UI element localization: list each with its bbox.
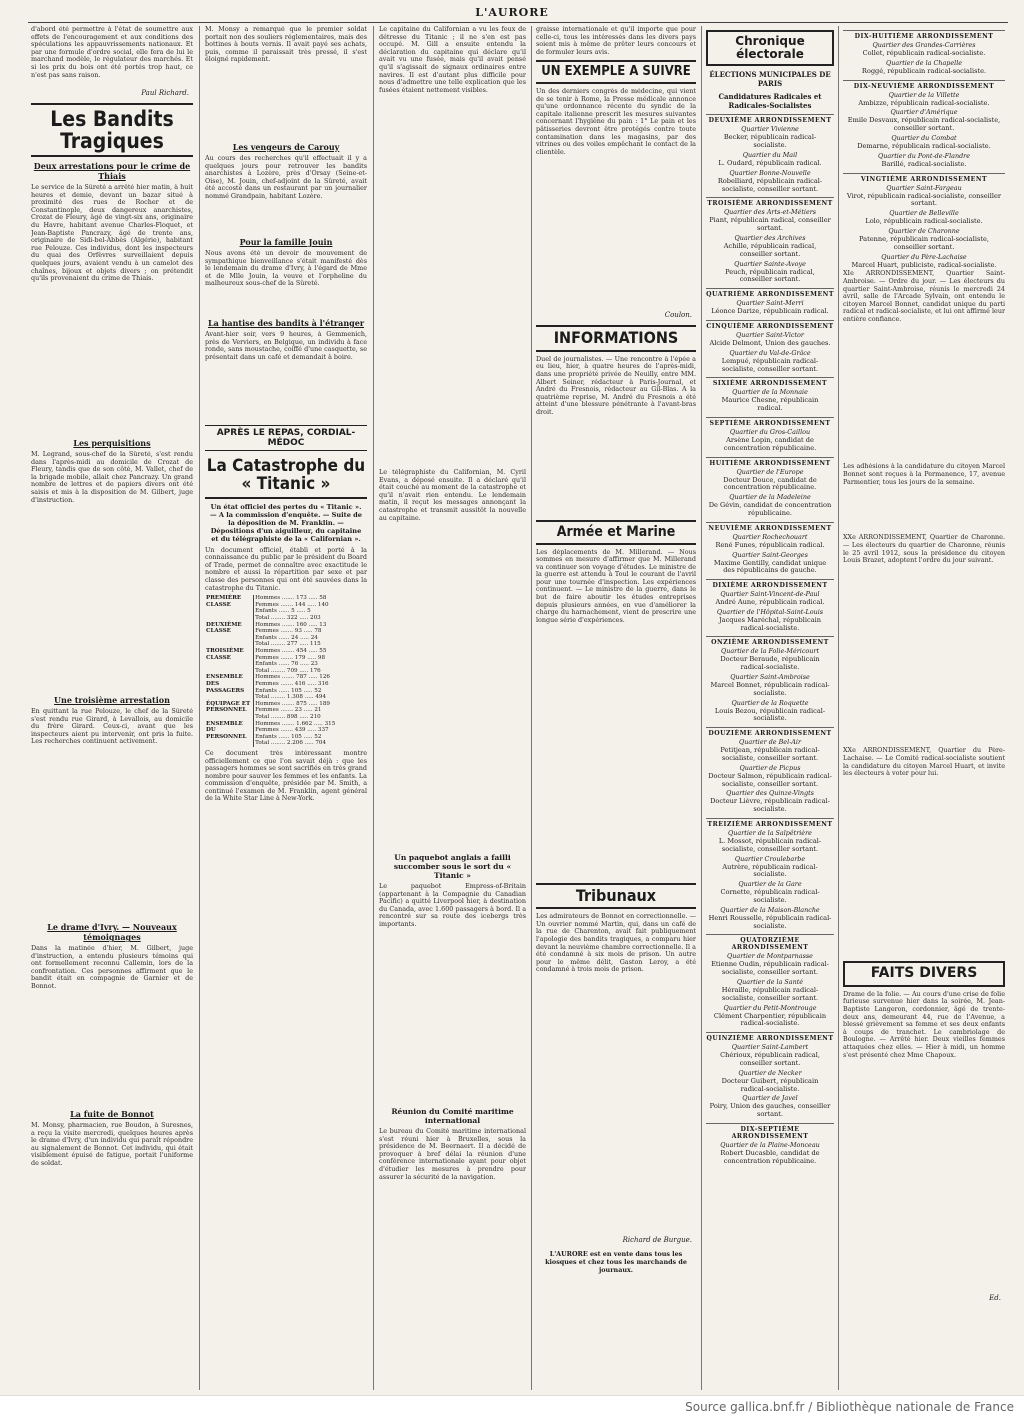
- table-cell: Hommes ....... 787 ..... 126: [255, 674, 330, 681]
- candidate-entry: Docteur Salmon, républicain radical-socialiste, conseiller sortant.: [708, 771, 832, 788]
- table-cell: Total ........ 322 ..... 203: [255, 615, 321, 622]
- table-cell: Hommes ....... 1.662 ..... 315: [255, 720, 336, 727]
- subheadline: Réunion du Comité maritime international: [391, 1107, 514, 1125]
- article-text: Le télégraphiste du Californian, M. Cyril Evans, a déposé ensuite. Il a déclaré qu'il était couché au moment de la catastrophe et qu'il n'avait rien entendu. Le lendemain matin, il reçut les messages annonçant la catastrophe et transmit aussitôt la nouvelle au capitaine.: [379, 469, 526, 522]
- column-3: [376, 26, 529, 1390]
- candidate-entry: Etienne Oudin, républicain radical-socialiste, conseiller sortant.: [711, 960, 829, 977]
- article-text: Un des derniers congrès de médecine, qui vient de se tenir à Rome, la Presse médicale annonce qu'une ordonnance récente du syndic de la capitale italienne prescrit les mesures suivantes concernant l'hygiène du pain : 1° Le pain et les pâtisseries devront être protégés contre toute contamination dans les magasins, par des vitrines ou des voiles empêchant le contact de la clientèle.: [536, 88, 696, 156]
- candidate-entry: Poiry, Union des gauches, conseiller sortant.: [709, 1102, 831, 1119]
- table-cell: Enfants ...... 24 ..... 24: [255, 634, 318, 641]
- quartier-label: Quartier Saint-Ambroise: [730, 673, 810, 682]
- subheadline: Une troisième arrestation: [54, 695, 170, 706]
- headline-titanic: La Catastrophe du « Titanic »: [205, 455, 367, 499]
- column-rule: [701, 26, 702, 1390]
- quartier-label: Quartier Croulebarbe: [734, 854, 806, 863]
- article-text: d'abord été permettre à l'état de soumettre aux effets de l'encouragement et aux conditions des spéculations les appauvrissements nationaux. Et par une formule d'ordre social, elle fera de lui le marchand modèle, le régulateur des marchés. Et si les prix du bois ont été portés trop haut, ce n'est pas sans raison.: [31, 26, 193, 79]
- arrondissement-heading: TROISIÈME ARRONDISSEMENT: [706, 197, 834, 207]
- quartier-label: Quartier des Grandes-Carrières: [872, 41, 976, 49]
- table-cell: Femmes ....... 416 ..... 316: [255, 680, 329, 687]
- quartier-label: Quartier Vivienne: [741, 125, 799, 134]
- subheadline: La fuite de Bonnot: [70, 1109, 154, 1120]
- quartier-label: Quartier Saint-Lambert: [731, 1043, 809, 1052]
- candidate-entry: Barillé, radical-socialiste.: [881, 159, 967, 168]
- candidate-entry: Piant, républicain radical, conseiller sortant.: [709, 216, 831, 233]
- candidate-entry: Cornette, républicain radical-socialiste.: [720, 888, 820, 905]
- article-text: XIe ARRONDISSEMENT, Quartier Saint-Ambroise. — Ordre du jour. — Les électeurs du quartier Saint-Ambroise, réunis le mercredi 24 avril, salle de l'Arcade Sylvain, ont entendu le citoyen Marcel Bonnet, candidat unique du parti radical et radical-socialiste, et lui ont affirmé leur entière confiance.: [843, 270, 1005, 323]
- article-text: XXe ARRONDISSEMENT, Quartier de Charonne. — Les électeurs du quartier de Charonne, réunis le 25 avril 1912, sous la présidence du citoyen Louis Brazet, adoptent l'ordre du jour suivant.: [843, 534, 1005, 565]
- subheadline: Les vengeurs de Carouy: [232, 142, 340, 152]
- arrondissement-heading: DIXIÈME ARRONDISSEMENT: [706, 579, 834, 589]
- arrondissement-heading: CINQUIÈME ARRONDISSEMENT: [706, 320, 834, 330]
- quartier-label: Quartier de la Chapelle: [885, 58, 963, 67]
- class-label: DEUXIÈME CLASSE: [205, 622, 254, 648]
- arrondissement-heading: DEUXIÈME ARRONDISSEMENT: [706, 114, 834, 124]
- table-cell: Total ........ 2.206 ..... 704: [255, 740, 327, 747]
- arrondissement-heading: DOUZIÈME ARRONDISSEMENT: [706, 727, 834, 737]
- class-label: ENSEMBLE DES PASSAGERS: [205, 674, 254, 700]
- candidate-entry: Louis Bezou, républicain radical-socialiste.: [714, 706, 826, 723]
- quartier-label: Quartier de la Maison-Blanche: [720, 905, 820, 914]
- column-1: [28, 26, 196, 1390]
- arrondissement-heading: QUATRIÈME ARRONDISSEMENT: [706, 288, 834, 298]
- subheadline: Le drame d'Ivry. — Nouveaux témoignages: [47, 922, 177, 943]
- candidate-entry: Docteur Douce, candidat de concentration républicaine.: [723, 475, 817, 492]
- article-text: Le capitaine du Californian a vu les feux de détresse du Titanic ; il ne s'en est pas occupé. M. Gill a ensuite entendu la déclaration du capitaine qui déclare qu'il avait vu une fusée, mais qu'il avait pensé qu'il s'agissait de signaux ordinaires entre navires. Il est d'autant plus difficile pour nous d'admettre une telle explication que les fusées étaient nettement visibles.: [379, 26, 526, 94]
- subheadline: ÉLECTIONS MUNICIPALES DE PARIS: [709, 70, 831, 89]
- subheadline: Les perquisitions: [73, 438, 151, 449]
- quartier-label: Quartier de l'Hôpital-Saint-Louis: [716, 607, 824, 616]
- masthead: L'AURORE: [475, 6, 549, 19]
- candidate-entry: Marcel Huart, publiciste, radical-socialiste.: [851, 260, 997, 269]
- column-rule: [373, 26, 374, 1390]
- sales-notice: L'AURORE est en vente dans tous les kiosques et chez tous les marchands de journaux.: [545, 1250, 687, 1275]
- column-6: [840, 26, 1008, 1390]
- table-cell: Femmes ....... 93 ..... 78: [255, 628, 322, 635]
- article-text: Au cours des recherches qu'il effectuait il y a quelques jours pour retrouver les bandits anarchistes à Lozère, près d'Orsay (Seine-et-Oise), M. Jouin, chef-adjoint de la Sûreté, avait été accosté dans un restaurant par un journalier nommé Grandpain, habitant Lozère.: [205, 155, 367, 200]
- candidate-entry: Robelliard, républicain radical-socialiste, conseiller sortant.: [717, 176, 823, 193]
- table-cell: Hommes ....... 173 ..... 58: [255, 595, 327, 602]
- quartier-label: Quartier du Pont-de-Flandre: [877, 151, 971, 160]
- table-cell: Enfants ...... 5 ..... 5: [255, 608, 311, 615]
- quartier-label: Quartier d'Amérique: [890, 108, 958, 117]
- footer-bar: [0, 1395, 1024, 1419]
- quartier-label: Quartier de la Plaine-Monceau: [720, 1140, 820, 1149]
- arrondissement-heading: TREIZIÈME ARRONDISSEMENT: [706, 818, 834, 828]
- quartier-label: Quartier de Belleville: [889, 209, 959, 218]
- column-rule: [531, 26, 532, 1390]
- table-row: [205, 595, 367, 602]
- candidate-entry: Héraille, républicain radical-socialiste, conseiller sortant.: [721, 986, 819, 1002]
- candidate-entry: Alcide Delmont, Union des gauches.: [709, 338, 831, 347]
- byline: Richard de Burgue.: [622, 1236, 692, 1245]
- table-cell: Total ........ 709 ..... 176: [255, 667, 321, 674]
- subheadline: Un paquebot anglais a failli succomber sous le sort du « Titanic »: [393, 853, 512, 880]
- candidate-entry: L. Oudard, républicain radical.: [718, 158, 822, 167]
- candidate-entry: Autrère, républicain radical-socialiste.: [722, 862, 818, 879]
- column-2: [202, 26, 370, 1390]
- candidate-entry: Docteur Guibert, républicain radical-socialiste.: [721, 1076, 819, 1093]
- arrondissement-heading: ONZIÈME ARRONDISSEMENT: [706, 636, 834, 646]
- quartier-label: Quartier de la Salpêtrière: [728, 829, 812, 838]
- article-text: Duel de journalistes. — Une rencontre à l'épée a eu lieu, hier, à quatre heures de l'après-midi, dans une propriété privée de Neuilly, entre MM. Albert Seiner, rédacteur à Paris-Journal, et André du Fresnois, rédacteur au Gil-Blas. A la quatrième reprise, M. André du Fresnois a été atteint d'une blessure pénétrante à l'avant-bras droit.: [536, 355, 696, 416]
- article-text: Les déplacements de M. Millerand. — Nous sommes en mesure d'affirmer que M. Millerand va continuer son voyage d'études. Le ministre de la guerre est attendu à Toul le courant de l'avril pour une tournée d'inspection. Les expériences continuent. — Le ministre de la guerre, dans le but de faire aboutir les études entreprises depuis plusieurs années, en vue d'améliorer la charge du harnachement, vient de prescrire une longue série d'expériences.: [536, 548, 696, 624]
- table-row: [205, 622, 367, 629]
- quartier-label: Quartier de Montparnasse: [727, 952, 813, 961]
- arrondissement-heading: QUATORZIÈME ARRONDISSEMENT: [706, 934, 834, 951]
- quartier-label: Quartier de la Gare: [738, 880, 802, 889]
- end-mark: Ed.: [989, 1293, 1001, 1302]
- quartier-label: Quartier du Val-de-Grâce: [729, 348, 811, 357]
- candidate-entry: Becker, républicain radical-socialiste.: [723, 133, 817, 150]
- headline-exemple: UN EXEMPLE A SUIVRE: [536, 60, 696, 84]
- candidate-entry: Roggé, républicain radical-socialiste.: [861, 66, 987, 75]
- candidate-entry: Arsène Lopin, candidat de concentration républicaine.: [723, 435, 817, 452]
- candidate-entry: L. Mossot, républicain radical-socialiste, conseiller sortant.: [718, 837, 822, 853]
- arrondissement-heading: SIXIÈME ARRONDISSEMENT: [706, 377, 834, 387]
- candidate-entry: Maxime Gentilly, candidat unique des républicains de gauche.: [713, 558, 827, 575]
- subheadline: Deux arrestations pour le crime de Thiais: [33, 161, 191, 182]
- candidate-entry: Demarne, républicain radical-socialiste.: [857, 141, 991, 150]
- titanic-losses-table: [205, 595, 367, 747]
- table-row: [205, 648, 367, 655]
- arrondissement-heading: VINGTIÈME ARRONDISSEMENT: [843, 173, 1005, 183]
- subheadline: Pour la famille Jouin: [239, 237, 333, 247]
- arrondissement-heading: SEPTIÈME ARRONDISSEMENT: [706, 417, 834, 427]
- table-cell: Femmes ....... 23 ..... 21: [255, 707, 322, 714]
- table-cell: Total ........ 898 ..... 210: [255, 713, 321, 720]
- candidate-entry: André Aune, républicain radical.: [715, 598, 825, 607]
- quartier-label: Quartier des Archives: [734, 233, 806, 242]
- quartier-label: Quartier de Bel-Air: [739, 738, 801, 747]
- table-cell: Hommes ....... 454 ..... 55: [255, 648, 327, 654]
- table-row: [205, 701, 367, 708]
- quartier-label: Quartier de l'Europe: [736, 467, 804, 476]
- article-text: Le paquebot Empress-of-Britain (appartenant à la Compagnie du Canadian Pacific) a quitté Liverpool hier, à destination du Canada, avec 1.600 passagers à bord. Il a rencontré sur sa route des icebergs très importants.: [379, 883, 526, 928]
- column-rule: [838, 26, 839, 1390]
- source-credit: Source gallica.bnf.fr / Bibliothèque nationale de France: [685, 1400, 1014, 1414]
- arrondissement-heading: DIX-HUITIÈME ARRONDISSEMENT: [843, 30, 1005, 40]
- header-rule: [28, 22, 1008, 23]
- quartier-label: Quartier de la Santé: [736, 978, 804, 987]
- quartier-label: Quartier Bonne-Nouvelle: [729, 168, 811, 177]
- quartier-label: Quartier de Javel: [742, 1094, 798, 1103]
- candidate-entry: Virot, républicain radical-socialiste, conseiller sortant.: [846, 191, 1002, 208]
- article-text: M. Monsy a remarqué que le premier soldat portait non des souliers réglementaires, mais des bottines à bouts vernis. Il avait payé ses achats, puis, comme il paraissait très pressé, il s'est éloigné rapidement.: [205, 26, 367, 64]
- arrondissement-heading: DIX-NEUVIÈME ARRONDISSEMENT: [843, 80, 1005, 90]
- table-cell: Enfants ...... 105 ..... 52: [255, 733, 322, 740]
- table-cell: Enfants ...... 105 ..... 52: [255, 687, 322, 694]
- quartier-label: Quartier de Charonne: [888, 226, 960, 235]
- candidate-entry: Lolo, républicain radical-socialiste.: [865, 217, 983, 226]
- table-cell: Hommes ....... 160 ..... 13: [255, 621, 327, 628]
- article-text: Drame de la folie. — Au cours d'une crise de folie furieuse survenue hier dans la soirée, M. Jean-Baptiste Langeron, cordonnier, âgé de trente-deux ans, demeurant 44, rue de l'Avenue, a blessé grièvement sa femme et ses deux enfants à coups de tranchet. Le cambriolage de Boulogne. — Arrêté hier. Deux vieilles femmes attaquées chez elles. — Hier à midi, un homme s'est présenté chez Mme Chapoux.: [843, 990, 1005, 1059]
- quartier-label: Quartier Saint-Vincent-de-Paul: [720, 590, 820, 599]
- table-cell: Total ........ 277 ..... 115: [255, 641, 321, 648]
- table-cell: Femmes ....... 144 ..... 140: [255, 601, 329, 608]
- quartier-label: Quartier de la Roquette: [731, 698, 809, 707]
- article-text: Avant-hier soir, vers 9 heures, à Gemmenich, près de Verviers, en Belgique, un individu à face ronde, sans moustache, coiffé d'une casquette, se présentait dans un café et demandait à boire.: [205, 331, 367, 361]
- quartier-label: Quartier des Quinze-Vingts: [726, 789, 814, 798]
- column-5: [703, 26, 837, 1390]
- headline-tribunaux: Tribunaux: [536, 883, 696, 910]
- candidate-entry: Henri Rousselle, républicain radical-socialiste.: [708, 913, 832, 930]
- table-cell: Femmes ....... 439 ..... 337: [255, 727, 329, 734]
- headline-armee-marine: Armée et Marine: [536, 520, 696, 545]
- class-label: TROISIÈME CLASSE: [205, 648, 254, 674]
- article-text: Le bureau du Comité maritime international s'est réuni hier à Bruxelles, sous la présidence de M. Beernaert. Il a décidé de provoquer à bref délai la réunion d'une conférence internationale ayant pour objet d'étudier les mesures à prendre pour assurer la sécurité de la navigation.: [379, 1128, 526, 1181]
- candidate-entry: Robert Ducasble, candidat de concentration républicaine.: [720, 1148, 820, 1165]
- candidate-list: [843, 30, 1005, 269]
- article-text: XXe ARRONDISSEMENT, Quartier du Père-Lachaise. — Le Comité radical-socialiste soutient la candidature du citoyen Marcel Huart, et invite les électeurs à voter pour lui.: [843, 747, 1005, 778]
- candidate-entry: Achille, républicain radical, conseiller sortant.: [723, 241, 817, 258]
- candidate-entry: De Gévin, candidat de concentration républicaine.: [708, 501, 832, 517]
- quartier-label: Quartier de Picpus: [739, 763, 801, 772]
- table-cell: Enfants ...... 76 ..... 23: [255, 661, 318, 668]
- quartier-label: Quartier de Necker: [738, 1068, 802, 1077]
- candidate-entry: Docteur Lièvre, républicain radical-socialiste.: [710, 797, 830, 814]
- quartier-label: Quartier du Mail: [742, 150, 798, 159]
- candidate-entry: Ambizze, républicain radical-socialiste.: [858, 98, 990, 107]
- headline-faits-divers: FAITS DIVERS: [843, 961, 1005, 986]
- quartier-label: Quartier du Combat: [891, 133, 957, 142]
- subheadline: La hantise des bandits à l'étranger: [207, 318, 365, 328]
- candidate-entry: Chérioux, républicain radical, conseiller sortant.: [720, 1051, 820, 1067]
- table-row: [205, 674, 367, 681]
- table-cell: Total ........ 1.308 ..... 494: [255, 694, 327, 701]
- quartier-label: Quartier des Arts-et-Métiers: [723, 208, 817, 217]
- table-row: [205, 721, 367, 728]
- table-cell: Femmes ....... 179 ..... 98: [255, 654, 326, 661]
- candidate-entry: Collet, républicain radical-socialiste.: [862, 49, 986, 57]
- quartier-label: Quartier Sainte-Avoye: [734, 259, 806, 268]
- quartier-label: Quartier Saint-Fargeau: [886, 183, 962, 192]
- candidate-entry: Petitjean, républicain radical-socialiste, conseiller sortant.: [720, 746, 820, 763]
- quartier-label: Quartier du Petit-Montrouge: [723, 1003, 817, 1012]
- article-text: M. Monsy, pharmacien, rue Boudon, à Suresnes, a reçu la visite mercredi, quelques heures après le drame d'Ivry, d'un individu qui paraît répondre au signalement de Bonnot. Cet individu, qui était visiblement épuisé de fatigue, portait l'uniforme de soldat.: [31, 1122, 193, 1168]
- article-text: Les admirateurs de Bonnot en correctionnelle. — Un ouvrier nommé Martin, qui, dans un café de la rue de Charenton, avait fait publiquement l'apologie des bandits tragiques, a comparu hier devant la neuvième chambre correctionnelle. Il a été condamné à six mois de prison. Un autre pour le même délit, Gaston Leroy, a été condamné à trois mois de prison.: [536, 913, 696, 974]
- byline: Coulon.: [664, 311, 692, 320]
- candidate-list: [706, 114, 834, 1165]
- candidate-entry: Docteur Beraude, républicain radical-socialiste.: [720, 655, 820, 672]
- article-text: M. Legrand, sous-chef de la Sûreté, s'est rendu dans l'après-midi au domicile de Crozat de Fleury, tandis que de son côté, M. Vallet, chef de la brigade mobile, allait chez Pancrazy. Un grand nombre de lettres et de papiers divers ont été saisis et mis à la disposition de M. Gilbert, juge d'instruction.: [31, 451, 193, 504]
- article-text: Un document officiel, établi et porté à la connaissance du public par le président du Board of Trade, permet de connaître avec exactitude le nombre et aussi la répartition par sexe et par classe des personnes qui ont été sauvées dans la catastrophe du Titanic.: [205, 545, 367, 592]
- byline: Paul Richard.: [141, 89, 189, 97]
- headline-informations: INFORMATIONS: [536, 325, 696, 352]
- article-text: Le service de la Sûreté a arrêté hier matin, à huit heures et demie, devant un bazar situé à proximité des rues de Rocher et de Constantinople, deux dangereux anarchistes, Crozat de Fleury, âgé de vingt-six ans, originaire du Havre, habitant avenue Charles-Floquet, et Jean-Baptiste Pancrazy, âgé de trente ans, originaire de Sidi-bel-Abbès (Algérie), habitant rue Pelouze. Ces individus, dont les inspecteurs du quai des Orfèvres surveillaient depuis quelques jours, avaient vendu à un camelot des chaînes, bijoux et objets divers ; on prétendit qu'ils provenaient du crime de Thiais.: [31, 184, 193, 283]
- candidate-entry: Léonce Darize, républicain radical.: [711, 307, 829, 316]
- arrondissement-heading: DIX-SEPTIÈME ARRONDISSEMENT: [706, 1123, 834, 1140]
- class-label: ENSEMBLE DU PERSONNEL: [205, 721, 254, 747]
- quartier-label: Quartier du Père-Lachaise: [881, 252, 967, 261]
- class-label: PREMIÈRE CLASSE: [205, 595, 254, 621]
- column-4: [533, 26, 699, 1390]
- quartier-label: Quartier de la Madeleine: [729, 493, 811, 502]
- candidate-entry: Emile Desvaux, républicain radical-socialiste, conseiller sortant.: [847, 116, 1001, 133]
- candidate-entry: Jacques Maréchal, républicain radical-socialiste.: [719, 615, 821, 632]
- table-cell: Hommes ....... 875 ..... 189: [255, 700, 330, 707]
- article-text: graisse internationale et qu'il importe que pour celle-ci, tous les intéressés dans les divers pays soient mis à même de prêter leurs concours et de formuler leurs avis.: [536, 26, 696, 56]
- quartier-label: Quartier Saint-Georges: [732, 550, 808, 559]
- candidate-entry: Peuch, républicain radical, conseiller sortant.: [725, 267, 815, 284]
- subheadline: Candidatures Radicales et Radicales-Socialistes: [718, 92, 822, 111]
- quartier-label: Quartier Rochechouart: [732, 532, 808, 541]
- arrondissement-heading: HUITIÈME ARRONDISSEMENT: [706, 457, 834, 467]
- quartier-label: Quartier Saint-Victor: [736, 330, 804, 339]
- class-label: ÉQUIPAGE ET PERSONNEL: [205, 701, 254, 721]
- article-text: Ce document très intéressant montre officiellement ce que l'on savait déjà : que les passagers hommes se sont sacrifiés en très grand nombre pour sauver les femmes et les enfants. La commission d'enquête, présidée par M. Smith, a continué l'examen de M. Franklin, agent général de la White Star Line à New-York.: [205, 749, 367, 803]
- article-text: En quittant la rue Pelouze, le chef de la Sûreté s'est rendu rue Girard, à Levallois, au domicile du frère Girard. Ceux-ci, avant que les inspecteurs aient pu intervenir, ont pris la fuite. Les recherches continuent activement.: [31, 708, 193, 746]
- headline-chronique: Chronique électorale: [706, 30, 834, 66]
- arrondissement-heading: QUINZIÈME ARRONDISSEMENT: [706, 1032, 834, 1042]
- arrondissement-heading: NEUVIÈME ARRONDISSEMENT: [706, 522, 834, 532]
- article-text: Nous avons été un devoir de mouvement de sympathique bienveillance s'était manifesté dès le lendemain du drame d'Ivry, à l'égard de Mme et de Mlle Jouin, la veuve et l'orpheline du malheureux sous-chef de la Sûreté.: [205, 250, 367, 288]
- candidate-entry: René Funes, républicain radical.: [715, 540, 825, 549]
- quartier-label: Quartier Saint-Merri: [736, 299, 804, 308]
- candidate-entry: Lempué, républicain radical-socialiste, conseiller sortant.: [721, 356, 819, 373]
- quartier-label: Quartier de la Folie-Méricourt: [720, 647, 820, 656]
- candidate-entry: Patenne, républicain radical-socialiste, conseiller sortant.: [859, 234, 989, 251]
- column-rule: [199, 26, 200, 1390]
- candidate-entry: Maurice Chesne, républicain radical.: [721, 396, 819, 413]
- quartier-label: Quartier de la Villette: [888, 90, 960, 99]
- article-text: Dans la matinée d'hier, M. Gilbert, juge d'instruction, a entendu plusieurs témoins qui ont formellement reconnu Callemin, lors de la confrontation. Ces personnes affirment que le bandit était en compagnie de Garnier et de Bonnot.: [31, 945, 193, 991]
- article-deck: Un état officiel des pertes du « Titanic ». — A la commission d'enquête. — Suite de la déposition de M. Franklin. — Dépositions d'un aiguilleur, du capitaine et du télégraphiste de la « Californian ».: [209, 502, 362, 543]
- headline-bandits: Les Bandits Tragiques: [31, 103, 193, 157]
- quartier-label: Quartier de la Monnaie: [732, 388, 808, 397]
- candidate-entry: Clément Charpentier, républicain radical-socialiste.: [713, 1011, 827, 1028]
- advertisement-banner: APRÈS LE REPAS, CORDIAL-MÉDOC: [205, 425, 367, 451]
- article-text: Les adhésions à la candidature du citoyen Marcel Bonnet sont reçues à la Permanence, 17, avenue Parmentier, tous les jours de la semaine.: [843, 463, 1005, 486]
- candidate-entry: Marcel Bonnet, républicain radical-socialiste.: [710, 681, 830, 697]
- quartier-label: Quartier du Gros-Caillou: [729, 427, 811, 436]
